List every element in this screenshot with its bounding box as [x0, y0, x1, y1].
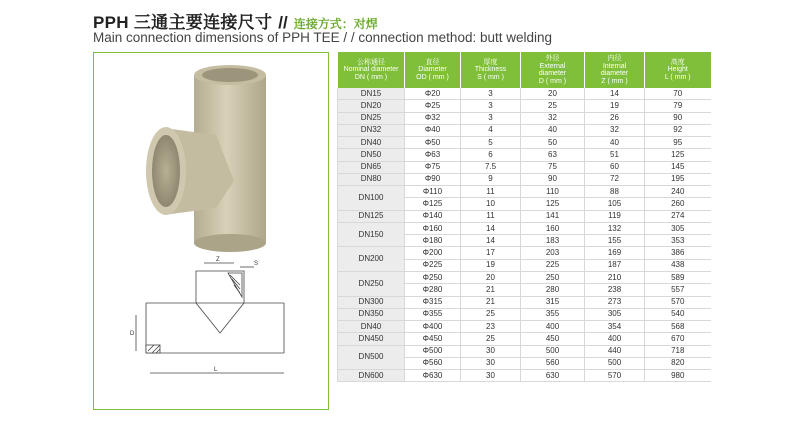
table-row [338, 112, 711, 124]
cell-diameter: Φ225 [405, 259, 461, 271]
cell-internal-diameter: 440 [585, 345, 645, 357]
cell-diameter: Φ125 [405, 198, 461, 210]
header-label-zh: 公称通径 [357, 58, 385, 66]
dimensions-table [337, 52, 711, 382]
title-connection-method: 连接方式：对焊 [293, 17, 378, 31]
cell-height: 353 [645, 235, 711, 247]
cell-diameter: Φ50 [405, 137, 461, 149]
cell-dn: DN25 [338, 112, 405, 124]
cell-external-diameter: 315 [521, 296, 585, 308]
cell-thickness: 30 [461, 345, 521, 357]
cell-internal-diameter: 570 [585, 370, 645, 382]
cell-internal-diameter: 19 [585, 100, 645, 112]
cell-internal-diameter: 187 [585, 259, 645, 271]
cell-height: 240 [645, 186, 711, 198]
cell-thickness: 4 [461, 124, 521, 136]
cell-external-diameter: 20 [521, 88, 585, 100]
cell-external-diameter: 90 [521, 173, 585, 185]
cell-external-diameter: 40 [521, 124, 585, 136]
table-row [338, 149, 711, 161]
cell-height: 568 [645, 321, 711, 333]
cell-external-diameter: 400 [521, 321, 585, 333]
cell-height: 386 [645, 247, 711, 259]
cell-external-diameter: 203 [521, 247, 585, 259]
cell-internal-diameter: 400 [585, 333, 645, 345]
header-label-en: Nominal diameter [343, 66, 399, 74]
cell-height: 305 [645, 222, 711, 234]
cell-thickness: 14 [461, 222, 521, 234]
cell-diameter: Φ280 [405, 284, 461, 296]
cell-thickness: 11 [461, 186, 521, 198]
header-label-zh: 内径 [607, 55, 622, 62]
cell-internal-diameter: 238 [585, 284, 645, 296]
l-dimension-label: L [214, 367, 218, 373]
cell-dn: DN200 [338, 247, 405, 272]
cell-external-diameter: 25 [521, 100, 585, 112]
table-row [338, 271, 711, 283]
cell-dn: DN40 [338, 321, 405, 333]
cell-internal-diameter: 51 [585, 149, 645, 161]
cell-external-diameter: 183 [521, 235, 585, 247]
cell-dn: DN150 [338, 222, 405, 247]
cell-height: 145 [645, 161, 711, 173]
header-label-en: L ( mm ) [664, 73, 691, 81]
cell-diameter: Φ20 [405, 88, 461, 100]
cell-height: 274 [645, 210, 711, 222]
cell-diameter: Φ450 [405, 333, 461, 345]
cell-external-diameter: 250 [521, 271, 585, 283]
table-row [338, 210, 711, 222]
cell-internal-diameter: 105 [585, 198, 645, 210]
cell-dn: DN600 [338, 370, 405, 382]
cell-thickness: 21 [461, 284, 521, 296]
cell-dn: DN125 [338, 210, 405, 222]
cell-dn: DN20 [338, 100, 405, 112]
cell-diameter: Φ180 [405, 235, 461, 247]
cell-internal-diameter: 210 [585, 271, 645, 283]
cell-external-diameter: 630 [521, 370, 585, 382]
table-row [338, 345, 711, 357]
table-body [338, 88, 711, 382]
header-label-en: Thickness [474, 66, 507, 74]
cell-internal-diameter: 72 [585, 173, 645, 185]
cell-thickness: 25 [461, 333, 521, 345]
cell-diameter: Φ140 [405, 210, 461, 222]
header-dn [338, 52, 405, 88]
header-label-zh: 外径 [545, 55, 560, 62]
cell-diameter: Φ355 [405, 308, 461, 320]
cell-external-diameter: 450 [521, 333, 585, 345]
title-main: PPH 三通主要连接尺寸 [93, 13, 273, 32]
cell-diameter: Φ90 [405, 173, 461, 185]
cell-internal-diameter: 155 [585, 235, 645, 247]
cell-height: 820 [645, 357, 711, 369]
header-label-en: Z ( mm ) [601, 77, 628, 85]
cell-height: 438 [645, 259, 711, 271]
cell-dn: DN350 [338, 308, 405, 320]
cell-thickness: 17 [461, 247, 521, 259]
cell-external-diameter: 280 [521, 284, 585, 296]
cell-height: 95 [645, 137, 711, 149]
cell-external-diameter: 110 [521, 186, 585, 198]
table-row [338, 308, 711, 320]
header-label-en: External [539, 62, 566, 70]
page-title [93, 8, 378, 30]
table-row [338, 173, 711, 185]
cell-external-diameter: 50 [521, 137, 585, 149]
cell-height: 92 [645, 124, 711, 136]
s-dimension-label: S [254, 261, 259, 267]
cell-height: 125 [645, 149, 711, 161]
cell-height: 570 [645, 296, 711, 308]
d-dimension-label: D [130, 331, 135, 337]
header-label-en: diameter [600, 70, 629, 77]
cell-external-diameter: 225 [521, 259, 585, 271]
cell-height: 980 [645, 370, 711, 382]
page-subtitle: Main connection dimensions of PPH TEE / / connection method: butt welding [93, 30, 553, 45]
cell-external-diameter: 160 [521, 222, 585, 234]
table-row [338, 333, 711, 345]
cell-height: 70 [645, 88, 711, 100]
cell-external-diameter: 125 [521, 198, 585, 210]
cell-diameter: Φ500 [405, 345, 461, 357]
table-row [338, 100, 711, 112]
cell-dn: DN300 [338, 296, 405, 308]
tee-illustration [94, 53, 330, 411]
table-row [338, 321, 711, 333]
header-label-en: DN ( mm ) [354, 73, 388, 81]
header-label-en: diameter [538, 70, 567, 77]
cell-diameter: Φ200 [405, 247, 461, 259]
cell-thickness: 30 [461, 370, 521, 382]
cell-thickness: 7.5 [461, 161, 521, 173]
cell-internal-diameter: 354 [585, 321, 645, 333]
cell-internal-diameter: 169 [585, 247, 645, 259]
cell-height: 260 [645, 198, 711, 210]
cell-thickness: 23 [461, 321, 521, 333]
cell-diameter: Φ63 [405, 149, 461, 161]
cell-thickness: 6 [461, 149, 521, 161]
table-row [338, 370, 711, 382]
cell-dn: DN32 [338, 124, 405, 136]
header-internal-diameter [585, 52, 645, 88]
cell-dn: DN80 [338, 173, 405, 185]
cell-thickness: 19 [461, 259, 521, 271]
cell-dn: DN250 [338, 271, 405, 296]
cell-thickness: 20 [461, 271, 521, 283]
cell-external-diameter: 32 [521, 112, 585, 124]
cell-internal-diameter: 88 [585, 186, 645, 198]
table-row [338, 247, 711, 259]
cell-internal-diameter: 305 [585, 308, 645, 320]
cell-internal-diameter: 26 [585, 112, 645, 124]
header-label-zh: 直径 [425, 58, 440, 66]
tee-photo [146, 65, 266, 252]
header-external-diameter [521, 52, 585, 88]
cell-diameter: Φ315 [405, 296, 461, 308]
cell-diameter: Φ32 [405, 112, 461, 124]
header-height [645, 52, 711, 88]
cell-internal-diameter: 14 [585, 88, 645, 100]
table-row [338, 137, 711, 149]
header-diameter [405, 52, 461, 88]
cell-dn: DN40 [338, 137, 405, 149]
cell-dn: DN50 [338, 149, 405, 161]
cell-external-diameter: 75 [521, 161, 585, 173]
cell-internal-diameter: 40 [585, 137, 645, 149]
header-label-en: Height [667, 66, 688, 74]
cell-diameter: Φ75 [405, 161, 461, 173]
cell-internal-diameter: 273 [585, 296, 645, 308]
cell-thickness: 3 [461, 88, 521, 100]
cell-height: 557 [645, 284, 711, 296]
table-row [338, 161, 711, 173]
cell-thickness: 9 [461, 173, 521, 185]
cell-height: 589 [645, 271, 711, 283]
header-thickness [461, 52, 521, 88]
cell-diameter: Φ400 [405, 321, 461, 333]
cell-internal-diameter: 60 [585, 161, 645, 173]
table-header-row [338, 52, 711, 88]
header-label-zh: 高度 [670, 58, 685, 66]
cell-diameter: Φ250 [405, 271, 461, 283]
cell-dn: DN100 [338, 186, 405, 211]
header-label-en: Internal [602, 62, 627, 70]
cell-diameter: Φ160 [405, 222, 461, 234]
cell-diameter: Φ560 [405, 357, 461, 369]
cell-dn: DN15 [338, 88, 405, 100]
cell-height: 540 [645, 308, 711, 320]
cell-external-diameter: 500 [521, 345, 585, 357]
cell-diameter: Φ630 [405, 370, 461, 382]
header-label-en: Diameter [418, 66, 447, 74]
header-label-en: OD ( mm ) [416, 73, 449, 81]
cell-thickness: 14 [461, 235, 521, 247]
cell-thickness: 30 [461, 357, 521, 369]
header-label-en: D ( mm ) [538, 77, 567, 85]
header-label-en: S ( mm ) [477, 73, 504, 81]
cell-dn: DN65 [338, 161, 405, 173]
cell-external-diameter: 355 [521, 308, 585, 320]
cell-internal-diameter: 32 [585, 124, 645, 136]
table-row [338, 296, 711, 308]
cell-height: 195 [645, 173, 711, 185]
cell-height: 718 [645, 345, 711, 357]
table-row [338, 222, 711, 234]
title-separator: // [278, 13, 288, 32]
cell-internal-diameter: 500 [585, 357, 645, 369]
header-label-zh: 厚度 [483, 58, 498, 66]
cell-thickness: 10 [461, 198, 521, 210]
cell-external-diameter: 63 [521, 149, 585, 161]
cell-thickness: 25 [461, 308, 521, 320]
cell-height: 670 [645, 333, 711, 345]
cell-dn: DN450 [338, 333, 405, 345]
table-row [338, 186, 711, 198]
cell-diameter: Φ25 [405, 100, 461, 112]
cell-thickness: 11 [461, 210, 521, 222]
cell-thickness: 21 [461, 296, 521, 308]
cell-height: 79 [645, 100, 711, 112]
product-image-panel [93, 52, 329, 410]
cell-internal-diameter: 119 [585, 210, 645, 222]
cell-thickness: 5 [461, 137, 521, 149]
table-row [338, 88, 711, 100]
dimension-drawing [136, 263, 284, 373]
cell-diameter: Φ110 [405, 186, 461, 198]
z-dimension-label: Z [216, 257, 220, 263]
cell-external-diameter: 141 [521, 210, 585, 222]
cell-thickness: 3 [461, 100, 521, 112]
cell-thickness: 3 [461, 112, 521, 124]
cell-diameter: Φ40 [405, 124, 461, 136]
cell-internal-diameter: 132 [585, 222, 645, 234]
cell-external-diameter: 560 [521, 357, 585, 369]
table-row [338, 124, 711, 136]
cell-dn: DN500 [338, 345, 405, 370]
cell-height: 90 [645, 112, 711, 124]
